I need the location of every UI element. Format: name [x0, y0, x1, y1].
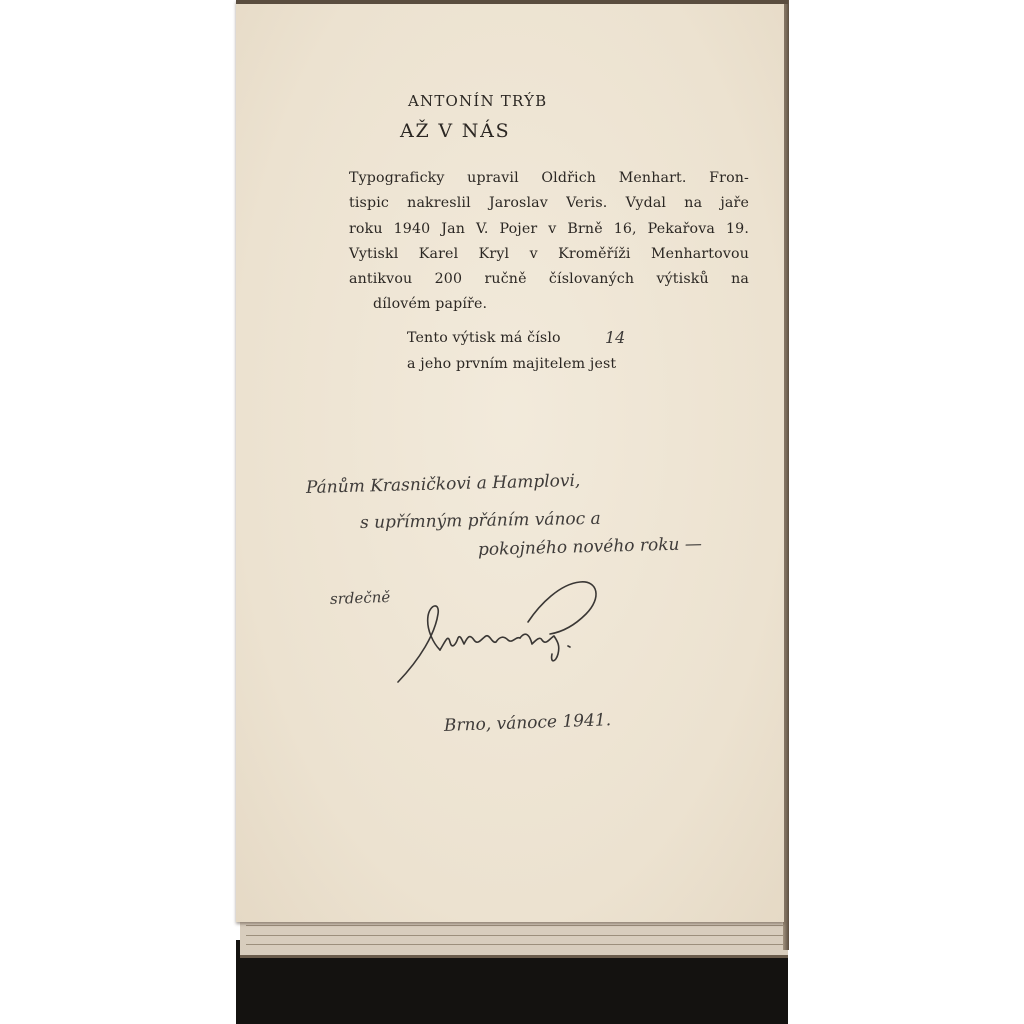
place-date: Brno, vánoce 1941.	[443, 710, 612, 736]
page-edge-line	[246, 944, 788, 945]
copy-number-label: Tento výtisk má číslo	[407, 330, 561, 346]
book-title: AŽ V NÁS	[400, 120, 511, 142]
page-edge-line	[246, 935, 788, 936]
dedication-closing: srdečně	[329, 587, 391, 608]
colophon-line: roku 1940 Jan V. Pojer v Brně 16, Pekařova 19.	[349, 220, 749, 237]
author-name: ANTONÍN TRÝB	[408, 92, 548, 110]
colophon-line: Typograficky upravil Oldřich Menhart. Fron-	[349, 170, 749, 186]
colophon-text	[349, 166, 749, 318]
colophon-line: tispic nakreslil Jaroslav Veris. Vydal na jaře	[349, 195, 749, 212]
dedication-line: Pánům Krasničkovi a Hamplovi,	[305, 470, 581, 498]
book-top-edge	[236, 0, 788, 4]
copy-number-handwritten: 14	[605, 328, 626, 347]
colophon-line: Vytiskl Karel Kryl v Kroměříži Menhartovou	[349, 245, 749, 262]
author-signature	[390, 574, 610, 694]
dedication-line: pokojného nového roku —	[477, 534, 703, 560]
colophon-line: antikvou 200 ručně číslovaných výtisků na	[349, 271, 749, 288]
colophon-line: dílovém papíře.	[373, 296, 488, 313]
page-edge-line	[246, 925, 788, 926]
dedication-line: s upřímným přáním vánoc a	[359, 508, 601, 533]
first-owner-label: a jeho prvním majitelem jest	[407, 356, 617, 372]
